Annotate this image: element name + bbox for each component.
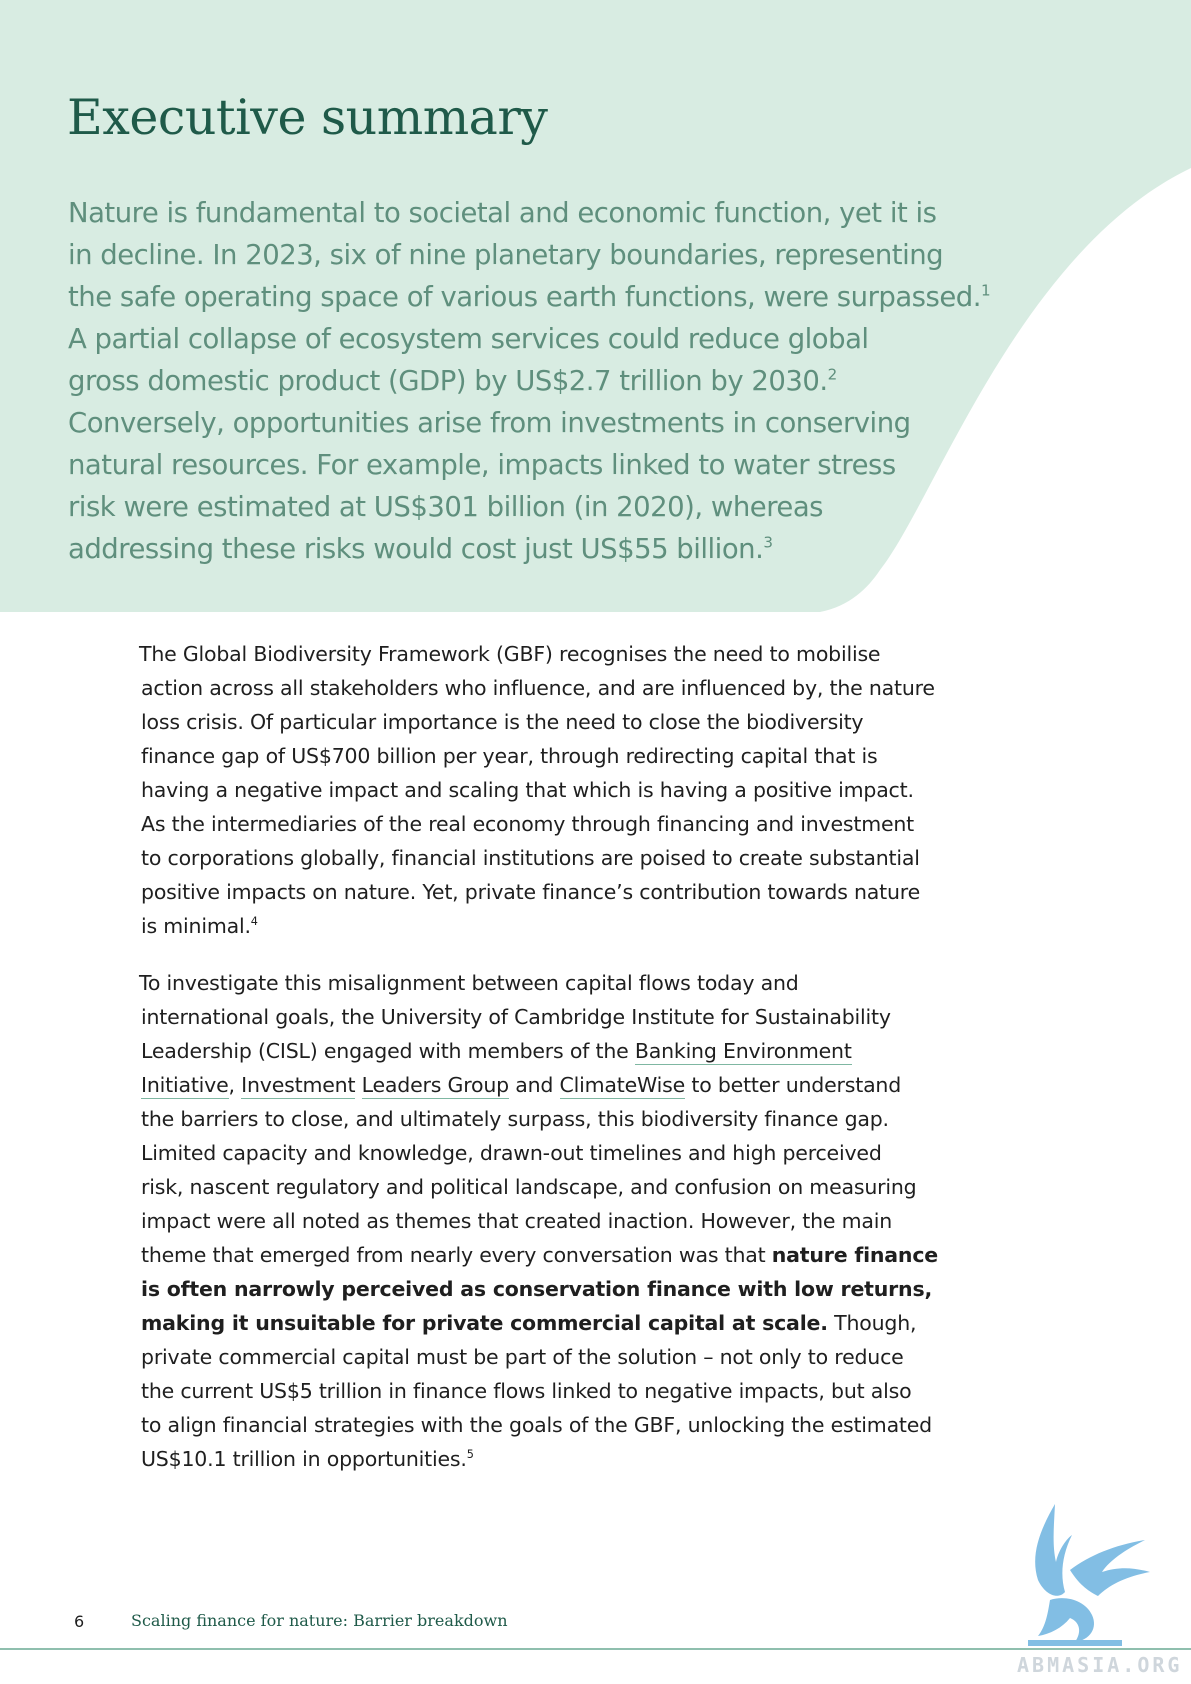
intro-line: Nature is fundamental to societal and economic function, yet it is [68,197,937,229]
intro-paragraph [68,192,991,570]
intro-line: addressing these risks would cost just US$55 billion.$^3$ [68,533,773,565]
footnote-ref-2: 2 [827,365,837,384]
footer-document-title: Scaling finance for nature: Barrier breakdown [131,1611,508,1630]
page-title: Executive summary [67,89,548,146]
key-finding-text: is often narrowly perceived as conservation finance with low returns, [141,1277,933,1301]
key-finding-text: nature finance [771,1243,938,1267]
body-paragraph-cisl: To investigate this misalignment between capital flows today and international goals, the University of Cambridge Institute for Sustainability Leadership (CISL) engaged with members of the Banking Environment Initiative, Investment Leaders Group and ClimateWise to better understand the barriers to close, and ultimately surpass, this biodiversity finance gap. Limited capacity and knowledge, drawn-out timelines and high perceived risk, nascent regulatory and political landscape, and confusion on measuring impact were all noted as themes that created inaction. However, the main theme that emerged from nearly every conversation was that nature finance is often narrowly perceived as conservation finance with low returns, making it unsuitable for private commercial capital at scale. Though, private commercial capital must be part of the solution – not only to reduce the current US$5 trillion in finance flows linked to negative impacts, but also to align financial strategies with the goals of the GBF, unlocking the estimated US$10.1 trillion in opportunities.$^5$ [141,966,961,1476]
footnote-ref-5: 5 [466,1448,474,1462]
watermark-text: ABMASIA.ORG [1017,1653,1183,1677]
page-number: 6 [74,1612,85,1631]
intro-line: Conversely, opportunities arise from investments in conserving [68,407,911,439]
link-banking-environment-initiative-cont[interactable]: Initiative [141,1073,229,1097]
link-banking-environment-initiative[interactable]: Banking Environment [634,1039,852,1063]
footnote-ref-3: 3 [763,533,773,552]
footnote-ref-4: 4 [250,915,258,929]
intro-line: risk were estimated at US$301 billion (in 2020), whereas [68,491,823,523]
body-paragraph-gbf: The Global Biodiversity Framework (GBF) recognises the need to mobilise action across all stakeholders who influence, and are influenced by, the nature loss crisis. Of particular importance is the need to close the biodiversity finance gap of US$700 billion per year, through redirecting capital that is having a negative impact and scaling that which is having a positive impact. As the intermediaries of the real economy through financing and investment to corporations globally, financial institutions are poised to create substantial positive impacts on nature. Yet, private finance’s contribution towards nature is minimal.$^4$ [139,642,935,938]
griffin-logo-icon [1010,1500,1160,1650]
intro-line: in decline. In 2023, six of nine planetary boundaries, representing [68,239,944,271]
link-investment-leaders-group-cont[interactable]: Leaders Group [361,1073,509,1097]
intro-line: natural resources. For example, impacts linked to water stress [68,449,896,481]
link-investment-leaders-group[interactable]: Investment [241,1073,356,1097]
link-climatewise[interactable]: ClimateWise [559,1073,686,1097]
key-finding-text: making it unsuitable for private commercial capital at scale. [141,1311,828,1335]
footnote-ref-1: 1 [980,281,991,300]
intro-line: gross domestic product (GDP) by US$2.7 trillion by 2030.$^2$ [68,365,837,397]
intro-line: A partial collapse of ecosystem services could reduce global [68,323,869,355]
intro-line: the safe operating space of various earth functions, were surpassed.$^1$ [68,281,991,313]
